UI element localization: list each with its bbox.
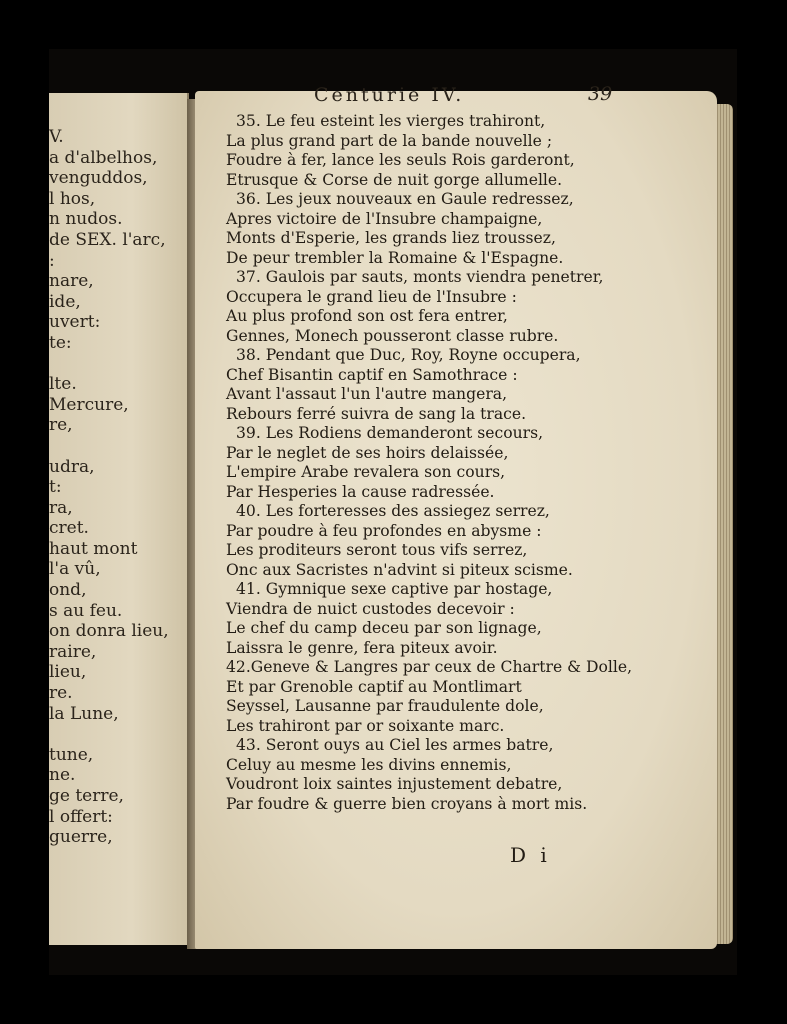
- verse-line: 35. Le feu esteint les vierges trahiront,: [236, 112, 546, 130]
- verse-line: Chef Bisantin captif en Samothrace :: [226, 365, 518, 384]
- verse-line: 43. Seront ouys au Ciel les armes batre,: [236, 736, 554, 754]
- left-page-line: raire,: [49, 641, 97, 662]
- verse-line: Par le neglet de ses hoirs delaissée,: [226, 443, 509, 462]
- verse-line: Gennes, Monech pousseront classe rubre.: [226, 326, 559, 345]
- left-page-line: te:: [49, 332, 72, 353]
- verse-line: De peur trembler la Romaine & l'Espagne.: [226, 248, 564, 267]
- verse-line: Foudre à fer, lance les seuls Rois garderont,: [226, 151, 575, 169]
- verse-line: Et par Grenoble captif au Montlimart: [226, 677, 522, 696]
- left-page-line: ne.: [49, 765, 76, 786]
- page-header: Centurie IV.: [314, 84, 465, 106]
- left-page-line: udra,: [49, 456, 95, 477]
- left-page-line: guerre,: [49, 827, 113, 848]
- left-page-line: cret.: [49, 518, 89, 539]
- verse-line: Onc aux Sacristes n'advint si piteux scisme.: [226, 560, 573, 579]
- left-page-line: s au feu.: [49, 600, 123, 621]
- left-page-text: [49, 127, 169, 848]
- left-page-line: V.: [49, 127, 64, 147]
- left-page-line: re,: [49, 415, 73, 436]
- left-page-line: lieu,: [49, 662, 87, 683]
- verse-line: Celuy au mesme les divins ennemis,: [226, 755, 512, 774]
- verse-line: 36. Les jeux nouveaux en Gaule redressez,: [236, 190, 574, 208]
- left-page-line: [49, 354, 169, 375]
- left-page-line: nare,: [49, 271, 94, 292]
- left-page-line: ond,: [49, 580, 87, 601]
- verse-line: Voudront loix saintes injustement debatre,: [226, 775, 563, 793]
- left-page-line: :: [49, 250, 55, 271]
- left-page-line: ra,: [49, 497, 73, 518]
- verse-line: 42.Geneve & Langres par ceux de Chartre & Dolle,: [226, 658, 633, 676]
- verse-line: Occupera le grand lieu de l'Insubre :: [226, 287, 517, 306]
- verse-line: Par Hesperies la cause radressée.: [226, 482, 495, 501]
- verse-line: Viendra de nuict custodes decevoir :: [226, 599, 515, 618]
- left-page-line: [49, 724, 169, 745]
- left-page-line: venguddos,: [49, 168, 148, 189]
- signature-mark: D i: [510, 843, 551, 867]
- left-page-line: ide,: [49, 291, 81, 312]
- verse-line: Monts d'Esperie, les grands liez troussez,: [226, 229, 556, 247]
- left-page-line: l hos,: [49, 188, 96, 209]
- left-page-line: l offert:: [49, 806, 113, 827]
- left-page-line: t:: [49, 477, 62, 498]
- verse-line: Par poudre à feu profondes en abysme :: [226, 521, 542, 540]
- left-page-line: uvert:: [49, 312, 101, 333]
- verse-line: 39. Les Rodiens demanderont secours,: [236, 424, 544, 442]
- verse-line: Les trahiront par or soixante marc.: [226, 716, 505, 735]
- verse-line: Laissra le genre, fera piteux avoir.: [226, 638, 498, 657]
- left-page-line: la Lune,: [49, 703, 119, 724]
- verse-line: Etrusque & Corse de nuit gorge allumelle.: [226, 170, 563, 189]
- left-page-line: tune,: [49, 744, 94, 765]
- verse-line: 37. Gaulois par sauts, monts viendra penetrer,: [236, 268, 604, 286]
- verse-line: Les proditeurs seront tous vifs serrez,: [226, 541, 528, 559]
- left-page-line: re.: [49, 683, 73, 704]
- verse-line: La plus grand part de la bande nouvelle ;: [226, 131, 553, 150]
- verse-line: Avant l'assaut l'un l'autre mangera,: [226, 385, 508, 403]
- verse-line: 40. Les forteresses des assiegez serrez,: [236, 502, 550, 520]
- verse-text: [226, 112, 632, 814]
- verse-line: Apres victoire de l'Insubre champaigne,: [226, 209, 543, 228]
- left-page-line: a d'albelhos,: [49, 147, 158, 168]
- verse-line: Le chef du camp deceu par son lignage,: [226, 619, 542, 637]
- left-page-line: n nudos.: [49, 209, 123, 230]
- verse-line: 38. Pendant que Duc, Roy, Royne occupera,: [236, 346, 581, 364]
- verse-line: 41. Gymnique sexe captive par hostage,: [236, 580, 553, 598]
- verse-line: Rebours ferré suivra de sang la trace.: [226, 404, 527, 423]
- left-page: [49, 93, 189, 945]
- left-page-line: de SEX. l'arc,: [49, 229, 166, 250]
- verse-line: Seyssel, Lausanne par fraudulente dole,: [226, 697, 544, 715]
- verse-line: Par foudre & guerre bien croyans à mort mis.: [226, 794, 588, 813]
- left-page-line: on donra lieu,: [49, 621, 169, 642]
- left-page-line: lte.: [49, 374, 77, 395]
- left-page-line: ge terre,: [49, 786, 124, 806]
- left-page-line: haut mont: [49, 538, 138, 559]
- page-number: 39: [588, 83, 613, 105]
- verse-line: Au plus profond son ost fera entrer,: [226, 307, 508, 325]
- left-page-line: Mercure,: [49, 394, 129, 415]
- left-page-line: [49, 436, 169, 457]
- verse-line: L'empire Arabe revalera son cours,: [226, 463, 506, 481]
- left-page-line: l'a vû,: [49, 559, 101, 580]
